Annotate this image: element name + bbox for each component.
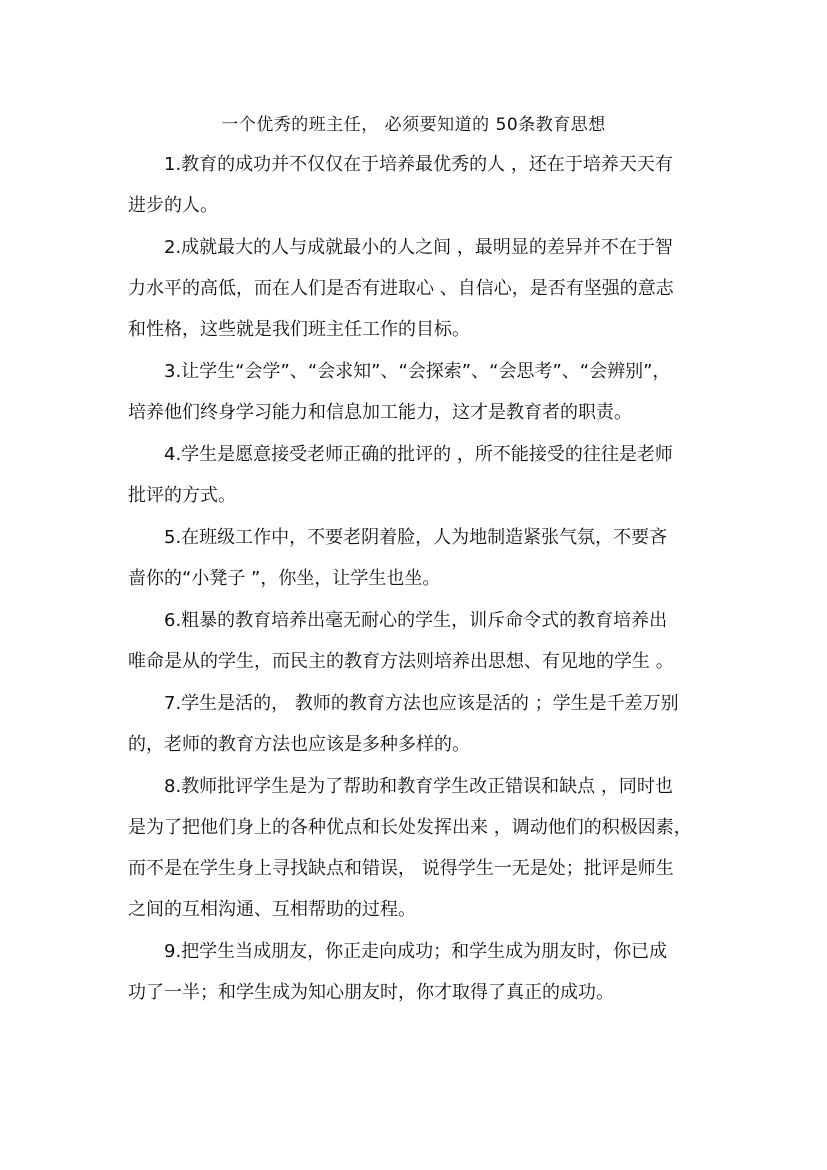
paragraph xyxy=(128,150,710,220)
paragraph xyxy=(128,606,710,676)
document-body xyxy=(128,150,710,1020)
paragraph xyxy=(128,523,710,593)
paragraph-line: 培养他们终身学习能力和信息加工能力，这才是教育者的职责。 xyxy=(128,402,632,423)
paragraph-line: 3.让学生“会学”、“会求知”、“会探索”、“会思考”、“会辨别”， xyxy=(164,361,671,382)
document-title: 一个优秀的班主任， 必须要知道的 50条教育思想 xyxy=(221,115,606,135)
paragraph-line: 的，老师的教育方法也应该是多种多样的。 xyxy=(128,734,470,755)
paragraph-line: 是为了把他们身上的各种优点和长处发挥出来 ，调动他们的积极因素， xyxy=(128,817,692,838)
paragraph xyxy=(128,440,710,510)
paragraph xyxy=(128,233,710,344)
paragraph-line: 功了一半；和学生成为知心朋友时，你才取得了真正的成功。 xyxy=(128,982,614,1003)
paragraph-line: 9.把学生当成朋友，你正走向成功；和学生成为朋友时，你已成 xyxy=(164,941,668,962)
paragraph-line: 而不是在学生身上寻找缺点和错误， 说得学生一无是处；批评是师生 xyxy=(128,858,674,879)
paragraph-line: 6.粗暴的教育培养出毫无耐心的学生，训斥命令式的教育培养出 xyxy=(164,610,668,631)
paragraph-line: 进步的人。 xyxy=(128,195,218,216)
paragraph-line: 力水平的高低，而在人们是否有进取心 、自信心，是否有坚强的意志 xyxy=(128,278,674,299)
paragraph-line: 唯命是从的学生，而民主的教育方法则培养出思想、有见地的学生 。 xyxy=(128,651,674,672)
paragraph xyxy=(128,772,710,924)
paragraph xyxy=(128,357,710,427)
paragraph-line: 批评的方式。 xyxy=(128,485,236,506)
paragraph-line: 1.教育的成功并不仅仅在于培养最优秀的人 ，还在于培养天天有 xyxy=(164,154,673,175)
paragraph-line: 2.成就最大的人与成就最小的人之间 ，最明显的差异并不在于智 xyxy=(164,237,673,258)
paragraph-line: 之间的互相沟通、互相帮助的过程。 xyxy=(128,899,416,920)
paragraph-line: 啬你的“小凳子 ”，你坐，让学生也坐。 xyxy=(128,568,441,589)
paragraph-line: 和性格，这些就是我们班主任工作的目标。 xyxy=(128,319,470,340)
paragraph-line: 4.学生是愿意接受老师正确的批评的 ，所不能接受的往往是老师 xyxy=(164,444,673,465)
paragraph xyxy=(128,689,710,759)
paragraph-line: 8.教师批评学生是为了帮助和教育学生改正错误和缺点 ，同时也 xyxy=(164,776,673,797)
paragraph-line: 5.在班级工作中，不要老阴着脸，人为地制造紧张气氛，不要吝 xyxy=(164,527,668,548)
paragraph-line: 7.学生是活的， 教师的教育方法也应该是活的 ；学生是千差万别 xyxy=(164,693,679,714)
paragraph xyxy=(128,937,710,1007)
